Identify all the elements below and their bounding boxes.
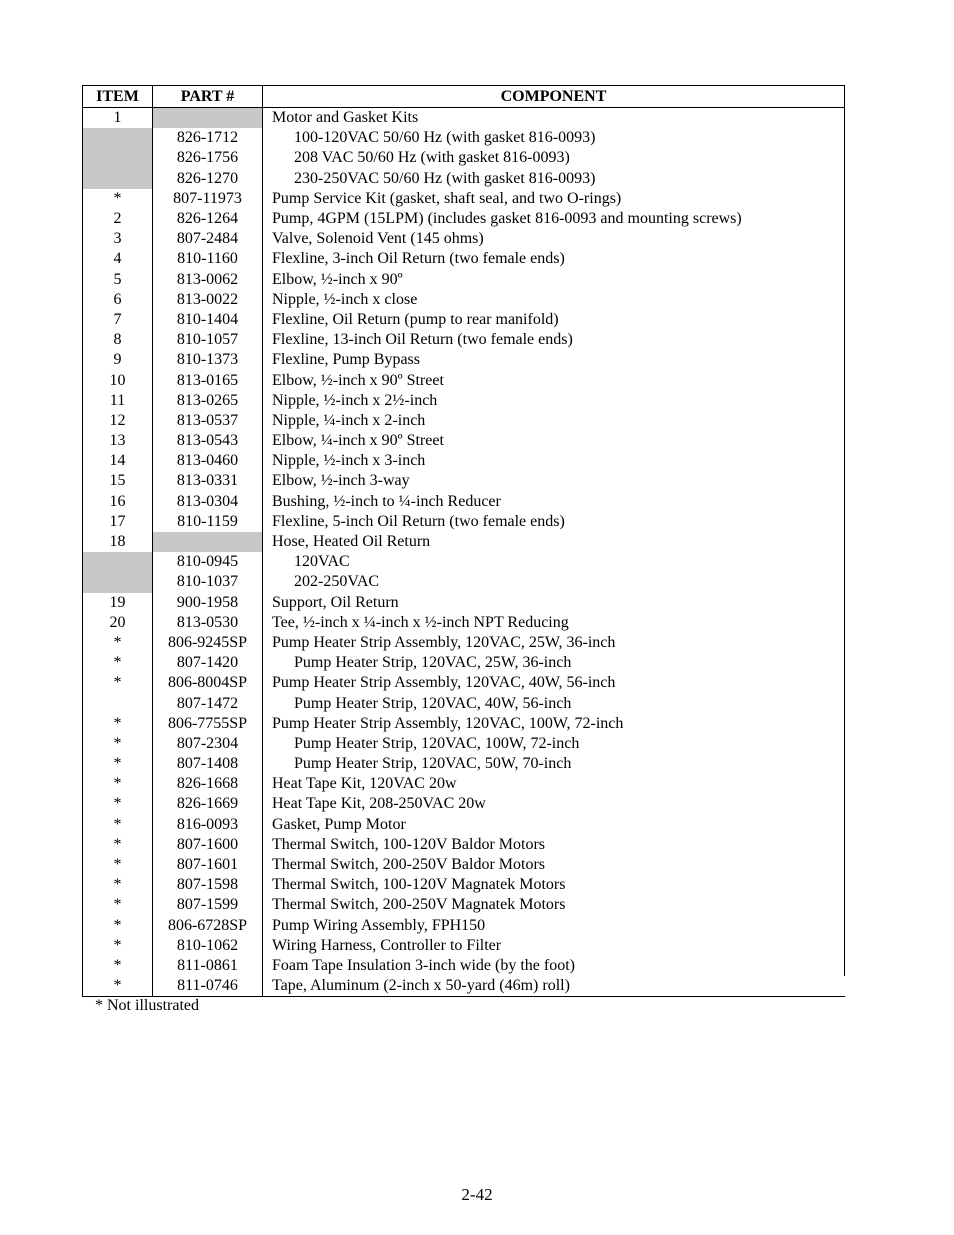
table-row (83, 693, 845, 713)
part-number-cell: 816-0093 (153, 815, 263, 835)
table-row (83, 875, 845, 895)
table-row (83, 148, 845, 168)
part-number-cell: 826-1270 (153, 169, 263, 189)
item-cell: 16 (83, 492, 153, 512)
table-row (83, 512, 845, 532)
item-cell: 20 (83, 613, 153, 633)
part-number-cell: 811-0861 (153, 956, 263, 976)
component-cell: Pump Heater Strip, 120VAC, 50W, 70-inch (263, 754, 845, 774)
item-cell: 11 (83, 391, 153, 411)
component-cell: Motor and Gasket Kits (263, 108, 845, 129)
part-number-cell: 807-1601 (153, 855, 263, 875)
item-cell (83, 693, 153, 713)
table-row (83, 754, 845, 774)
table-row (83, 653, 845, 673)
part-number-cell: 807-1472 (153, 693, 263, 713)
component-cell: Elbow, ½-inch x 90º (263, 270, 845, 290)
component-cell: Flexline, Pump Bypass (263, 350, 845, 370)
item-cell: 1 (83, 108, 153, 129)
component-cell: 100-120VAC 50/60 Hz (with gasket 816-0093) (263, 128, 845, 148)
component-cell: 202-250VAC (263, 572, 845, 592)
table-row (83, 916, 845, 936)
item-cell: * (83, 976, 153, 997)
item-cell: 19 (83, 593, 153, 613)
part-number-cell: 826-1712 (153, 128, 263, 148)
component-cell: Tape, Aluminum (2-inch x 50-yard (46m) roll) (263, 976, 845, 997)
table-row (83, 209, 845, 229)
item-cell: * (83, 855, 153, 875)
component-cell: Tee, ½-inch x ¼-inch x ½-inch NPT Reducing (263, 613, 845, 633)
part-number-cell: 813-0460 (153, 451, 263, 471)
item-cell: * (83, 815, 153, 835)
item-cell: 10 (83, 370, 153, 390)
part-number-cell: 810-1037 (153, 572, 263, 592)
table-row (83, 633, 845, 653)
item-cell (83, 148, 153, 168)
part-number-cell: 810-1057 (153, 330, 263, 350)
header-item: ITEM (83, 86, 153, 108)
item-cell: * (83, 774, 153, 794)
component-cell: Nipple, ½-inch x close (263, 290, 845, 310)
table-row (83, 936, 845, 956)
part-number-cell: 813-0530 (153, 613, 263, 633)
item-cell: * (83, 754, 153, 774)
part-number-cell: 826-1264 (153, 209, 263, 229)
part-number-cell: 810-1404 (153, 310, 263, 330)
table-row (83, 492, 845, 512)
item-cell: * (83, 835, 153, 855)
part-number-cell: 813-0543 (153, 431, 263, 451)
component-cell: Gasket, Pump Motor (263, 815, 845, 835)
component-cell: Bushing, ½-inch to ¼-inch Reducer (263, 492, 845, 512)
part-number-cell: 826-1669 (153, 794, 263, 814)
item-cell (83, 128, 153, 148)
component-cell: Elbow, ½-inch x 90º Street (263, 370, 845, 390)
component-cell: Support, Oil Return (263, 593, 845, 613)
part-number-cell: 810-0945 (153, 552, 263, 572)
component-cell: Pump Service Kit (gasket, shaft seal, and two O-rings) (263, 189, 845, 209)
table-row (83, 815, 845, 835)
component-cell: Pump Heater Strip, 120VAC, 100W, 72-inch (263, 734, 845, 754)
part-number-cell: 807-1598 (153, 875, 263, 895)
component-cell: Pump Heater Strip, 120VAC, 25W, 36-inch (263, 653, 845, 673)
component-cell: Flexline, 5-inch Oil Return (two female ends) (263, 512, 845, 532)
part-number-cell: 806-8004SP (153, 673, 263, 693)
part-number-cell: 806-6728SP (153, 916, 263, 936)
header-component: COMPONENT (263, 86, 845, 108)
table-row (83, 451, 845, 471)
table-row (83, 229, 845, 249)
table-row (83, 794, 845, 814)
table-row (83, 270, 845, 290)
header-part-number: PART # (153, 86, 263, 108)
part-number-cell: 813-0537 (153, 411, 263, 431)
item-cell: * (83, 734, 153, 754)
part-number-cell: 813-0165 (153, 370, 263, 390)
table-row (83, 249, 845, 269)
item-cell: 6 (83, 290, 153, 310)
parts-table (82, 85, 845, 997)
table-row (83, 431, 845, 451)
component-cell: Flexline, 13-inch Oil Return (two female ends) (263, 330, 845, 350)
table-row (83, 976, 845, 997)
component-cell: Pump Heater Strip Assembly, 120VAC, 100W, 72-inch (263, 714, 845, 734)
table-row (83, 552, 845, 572)
item-cell: 17 (83, 512, 153, 532)
item-cell: 8 (83, 330, 153, 350)
item-cell: * (83, 936, 153, 956)
table-row (83, 613, 845, 633)
component-cell: Heat Tape Kit, 120VAC 20w (263, 774, 845, 794)
part-number-cell: 807-1600 (153, 835, 263, 855)
component-cell: Elbow, ½-inch 3-way (263, 471, 845, 491)
component-cell: Flexline, 3-inch Oil Return (two female ends) (263, 249, 845, 269)
part-number-cell: 807-1599 (153, 895, 263, 915)
table-row (83, 310, 845, 330)
part-number-cell: 813-0062 (153, 270, 263, 290)
component-cell: Wiring Harness, Controller to Filter (263, 936, 845, 956)
part-number-cell: 807-1408 (153, 754, 263, 774)
part-number-cell: 806-9245SP (153, 633, 263, 653)
item-cell (83, 552, 153, 572)
item-cell (83, 169, 153, 189)
item-cell: * (83, 916, 153, 936)
item-cell: 4 (83, 249, 153, 269)
component-cell: Thermal Switch, 200-250V Magnatek Motors (263, 895, 845, 915)
component-cell: Pump Heater Strip Assembly, 120VAC, 25W, 36-inch (263, 633, 845, 653)
item-cell: 5 (83, 270, 153, 290)
item-cell: * (83, 633, 153, 653)
table-row (83, 593, 845, 613)
item-cell: * (83, 714, 153, 734)
table-row (83, 673, 845, 693)
component-cell: Thermal Switch, 100-120V Magnatek Motors (263, 875, 845, 895)
table-row (83, 108, 845, 129)
component-cell: Hose, Heated Oil Return (263, 532, 845, 552)
item-cell: * (83, 875, 153, 895)
table-row (83, 895, 845, 915)
item-cell: 12 (83, 411, 153, 431)
component-cell: Nipple, ½-inch x 3-inch (263, 451, 845, 471)
table-header-row (83, 86, 845, 108)
component-cell: Nipple, ¼-inch x 2-inch (263, 411, 845, 431)
table-row (83, 734, 845, 754)
item-cell: * (83, 189, 153, 209)
item-cell: 15 (83, 471, 153, 491)
part-number-cell: 807-2484 (153, 229, 263, 249)
component-cell: Thermal Switch, 200-250V Baldor Motors (263, 855, 845, 875)
part-number-cell: 813-0265 (153, 391, 263, 411)
part-number-cell: 813-0331 (153, 471, 263, 491)
component-cell: 120VAC (263, 552, 845, 572)
part-number-cell: 807-11973 (153, 189, 263, 209)
part-number-cell: 810-1062 (153, 936, 263, 956)
component-cell: Heat Tape Kit, 208-250VAC 20w (263, 794, 845, 814)
part-number-cell: 810-1373 (153, 350, 263, 370)
part-number-cell: 826-1668 (153, 774, 263, 794)
table-row (83, 128, 845, 148)
component-cell: Pump Wiring Assembly, FPH150 (263, 916, 845, 936)
component-cell: Flexline, Oil Return (pump to rear manifold) (263, 310, 845, 330)
table-row (83, 714, 845, 734)
item-cell: 18 (83, 532, 153, 552)
table-row (83, 835, 845, 855)
part-number-cell: 807-2304 (153, 734, 263, 754)
footnote: * Not illustrated (95, 997, 199, 1014)
table-row (83, 411, 845, 431)
item-cell: * (83, 956, 153, 976)
table-row (83, 572, 845, 592)
item-cell: * (83, 653, 153, 673)
table-row (83, 532, 845, 552)
part-number-cell: 806-7755SP (153, 714, 263, 734)
component-cell: Pump Heater Strip Assembly, 120VAC, 40W, 56-inch (263, 673, 845, 693)
part-number-cell (153, 532, 263, 552)
part-number-cell (153, 108, 263, 129)
component-cell: Thermal Switch, 100-120V Baldor Motors (263, 835, 845, 855)
table-row (83, 169, 845, 189)
part-number-cell: 826-1756 (153, 148, 263, 168)
component-cell: Nipple, ½-inch x 2½-inch (263, 391, 845, 411)
table-row (83, 189, 845, 209)
component-cell: Elbow, ¼-inch x 90º Street (263, 431, 845, 451)
component-cell: 230-250VAC 50/60 Hz (with gasket 816-0093) (263, 169, 845, 189)
item-cell: 9 (83, 350, 153, 370)
component-cell: 208 VAC 50/60 Hz (with gasket 816-0093) (263, 148, 845, 168)
table-row (83, 370, 845, 390)
table-row (83, 774, 845, 794)
part-number-cell: 811-0746 (153, 976, 263, 997)
part-number-cell: 810-1159 (153, 512, 263, 532)
item-cell: 2 (83, 209, 153, 229)
item-cell: * (83, 794, 153, 814)
item-cell: 3 (83, 229, 153, 249)
part-number-cell: 810-1160 (153, 249, 263, 269)
item-cell: * (83, 673, 153, 693)
part-number-cell: 813-0022 (153, 290, 263, 310)
component-cell: Pump, 4GPM (15LPM) (includes gasket 816-0093 and mounting screws) (263, 209, 845, 229)
table-row (83, 350, 845, 370)
table-row (83, 956, 845, 976)
item-cell: 7 (83, 310, 153, 330)
table-row (83, 391, 845, 411)
item-cell: 14 (83, 451, 153, 471)
component-cell: Foam Tape Insulation 3-inch wide (by the foot) (263, 956, 845, 976)
part-number-cell: 813-0304 (153, 492, 263, 512)
table-row (83, 855, 845, 875)
item-cell: 13 (83, 431, 153, 451)
item-cell (83, 572, 153, 592)
table-row (83, 471, 845, 491)
table-body (83, 108, 845, 997)
component-cell: Pump Heater Strip, 120VAC, 40W, 56-inch (263, 693, 845, 713)
page-number: 2-42 (461, 1185, 493, 1204)
table-row (83, 290, 845, 310)
item-cell: * (83, 895, 153, 915)
part-number-cell: 900-1958 (153, 593, 263, 613)
part-number-cell: 807-1420 (153, 653, 263, 673)
table-row (83, 330, 845, 350)
component-cell: Valve, Solenoid Vent (145 ohms) (263, 229, 845, 249)
